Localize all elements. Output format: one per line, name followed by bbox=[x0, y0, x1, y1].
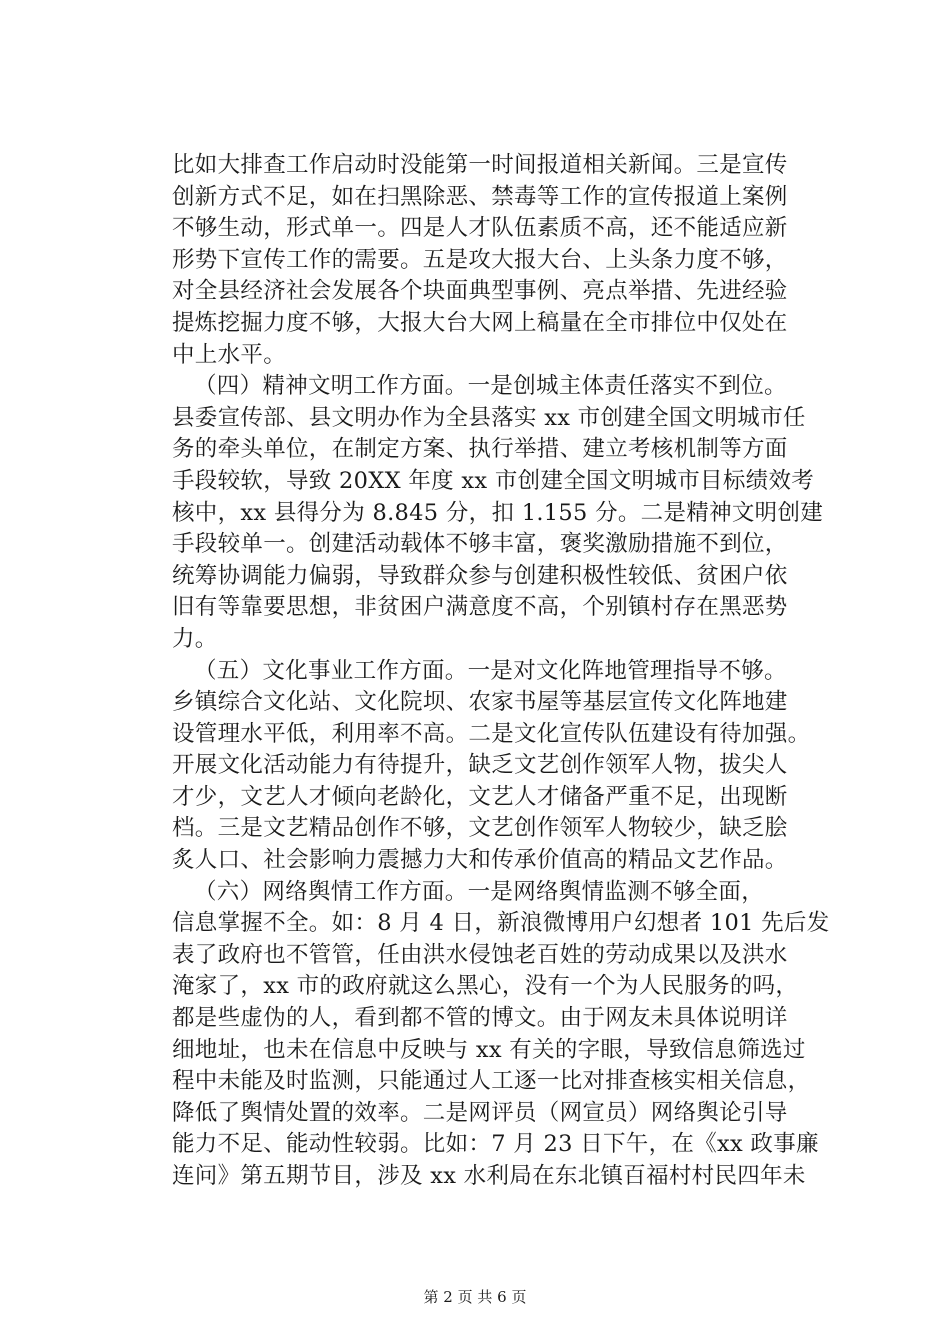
section-heading-line: （六）网络舆情工作方面。一是网络舆情监测不够全面， bbox=[194, 878, 765, 905]
text-line: 务的牵头单位，在制定方案、执行举措、建立考核机制等方面 bbox=[172, 436, 788, 463]
text-line: 炙人口、社会影响力震撼力大和传承价值高的精品文艺作品。 bbox=[172, 847, 788, 874]
section-heading-line: （四）精神文明工作方面。一是创城主体责任落实不到位。 bbox=[194, 373, 787, 400]
text-line: 旧有等靠要思想，非贫困户满意度不高，个别镇村存在黑恶势 bbox=[172, 594, 788, 621]
text-line: 手段较单一。创建活动载体不够丰富，褒奖激励措施不到位， bbox=[172, 531, 788, 558]
text-line: 力。 bbox=[172, 625, 218, 652]
text-line: 设管理水平低，利用率不高。二是文化宣传队伍建设有待加强。 bbox=[172, 720, 811, 747]
text-line: 程中未能及时监测，只能通过人工逐一比对排查核实相关信息， bbox=[172, 1068, 811, 1095]
text-line: 创新方式不足，如在扫黑除恶、禁毒等工作的宣传报道上案例 bbox=[172, 183, 788, 210]
text-line: 手段较软，导致 20XX 年度 xx 市创建全国文明城市目标绩效考 bbox=[172, 467, 815, 494]
text-line: 信息掌握不全。如：8 月 4 日，新浪微博用户幻想者 101 先后发 bbox=[172, 910, 830, 937]
text-line: 表了政府也不管管，任由洪水侵蚀老百姓的劳动成果以及洪水 bbox=[172, 941, 788, 968]
text-line: 提炼挖掘力度不够，大报大台大网上稿量在全市排位中仅处在 bbox=[172, 309, 788, 336]
text-line: 乡镇综合文化站、文化院坝、农家书屋等基层宣传文化阵地建 bbox=[172, 689, 788, 716]
text-line: 对全县经济社会发展各个块面典型事例、亮点举措、先进经验 bbox=[172, 278, 788, 305]
text-line: 细地址，也未在信息中反映与 xx 有关的字眼，导致信息筛选过 bbox=[172, 1036, 806, 1063]
text-line: 都是些虚伪的人，看到都不管的博文。由于网友未具体说明详 bbox=[172, 1005, 788, 1032]
text-line: 不够生动，形式单一。四是人才队伍素质不高，还不能适应新 bbox=[172, 215, 788, 242]
text-line: 核中，xx 县得分为 8.845 分，扣 1.155 分。二是精神文明创建 bbox=[172, 499, 824, 526]
text-line: 降低了舆情处置的效率。二是网评员（网宣员）网络舆论引导 bbox=[172, 1099, 788, 1126]
section-heading-line: （五）文化事业工作方面。一是对文化阵地管理指导不够。 bbox=[194, 657, 787, 684]
text-line: 能力不足、能动性较弱。比如：7 月 23 日下午，在《xx 政事廉 bbox=[172, 1131, 819, 1158]
page-footer: 第 2 页 共 6 页 bbox=[423, 1288, 527, 1306]
text-line: 连问》第五期节目，涉及 xx 水利局在东北镇百福村村民四年未 bbox=[172, 1163, 806, 1189]
text-line: 中上水平。 bbox=[172, 341, 287, 368]
text-line: 统筹协调能力偏弱，导致群众参与创建积极性较低、贫困户依 bbox=[172, 562, 788, 589]
text-line: 才少，文艺人才倾向老龄化，文艺人才储备严重不足，出现断 bbox=[172, 783, 788, 810]
body-text bbox=[172, 150, 862, 1193]
text-line: 档。三是文艺精品创作不够，文艺创作领军人物较少，缺乏脍 bbox=[172, 815, 788, 842]
text-line: 县委宣传部、县文明办作为全县落实 xx 市创建全国文明城市任 bbox=[172, 404, 806, 431]
text-line: 比如大排查工作启动时没能第一时间报道相关新闻。三是宣传 bbox=[172, 152, 788, 178]
text-line: 淹家了，xx 市的政府就这么黑心，没有一个为人民服务的吗， bbox=[172, 973, 799, 1000]
text-line: 开展文化活动能力有待提升，缺乏文艺创作领军人物，拔尖人 bbox=[172, 752, 788, 779]
text-line: 形势下宣传工作的需要。五是攻大报大台、上头条力度不够， bbox=[172, 246, 788, 273]
